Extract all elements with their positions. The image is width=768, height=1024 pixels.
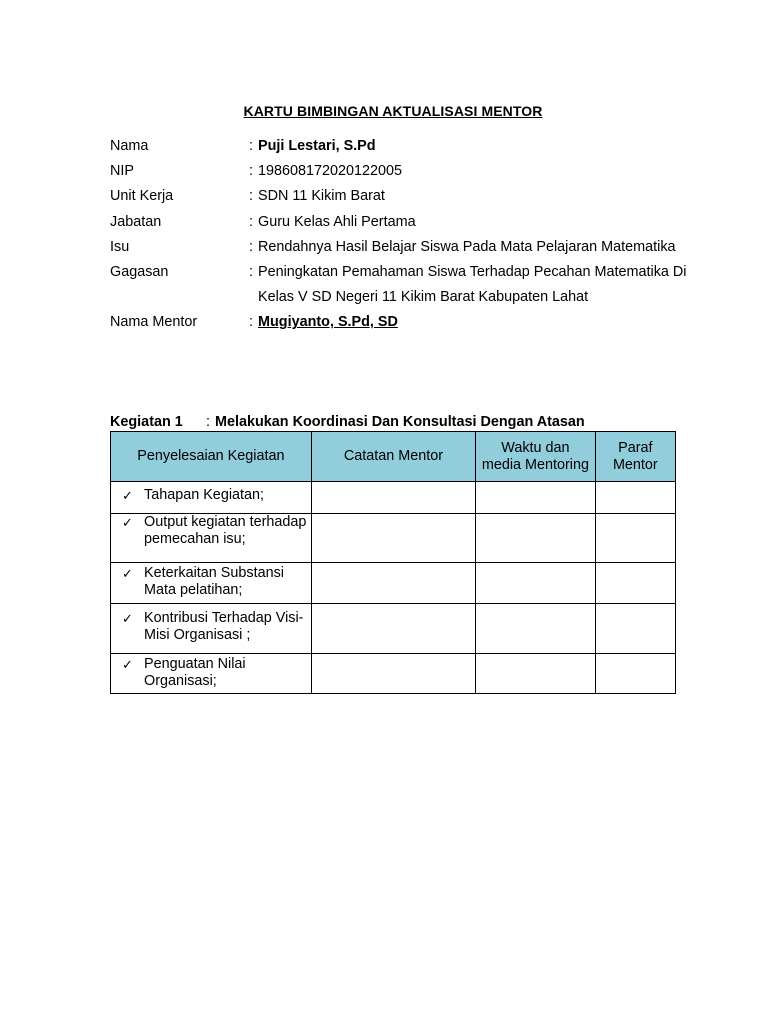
kegiatan-title: Melakukan Koordinasi Dan Konsultasi Dengan Atasan — [215, 414, 585, 430]
info-value-nama: Puji Lestari, S.Pd — [258, 138, 376, 154]
mentoring-table — [110, 431, 676, 694]
catatan-cell[interactable] — [311, 654, 475, 694]
info-colon: : — [249, 163, 253, 180]
checkmark-icon: ✓ — [122, 657, 133, 672]
info-value-isu: Rendahnya Hasil Belajar Siswa Pada Mata Pelajaran Matematika — [258, 238, 676, 255]
catatan-cell[interactable] — [311, 563, 475, 604]
table-header-row — [111, 432, 676, 482]
table-row — [111, 482, 676, 514]
info-colon: : — [249, 188, 253, 205]
waktu-cell[interactable] — [476, 514, 596, 563]
info-row-jabatan — [110, 210, 710, 235]
info-label: Isu — [110, 238, 130, 255]
info-value-gagasan: Peningkatan Pemahaman Siswa Terhadap Pecahan Matematika Di Kelas V SD Negeri 11 Kikim Barat Kabupaten Lahat — [258, 264, 687, 306]
header-waktu-media: Waktu dan media Mentoring — [476, 432, 596, 482]
info-colon: : — [249, 314, 253, 331]
activity-label: Keterkaitan Substansi Mata pelatihan; — [144, 565, 284, 598]
info-label: NIP — [110, 163, 134, 180]
info-label: Unit Kerja — [110, 188, 174, 205]
info-value-unit-kerja: SDN 11 Kikim Barat — [258, 188, 385, 205]
info-row-gagasan — [110, 260, 710, 310]
table-row — [111, 563, 676, 604]
checkmark-icon: ✓ — [122, 488, 133, 503]
waktu-cell[interactable] — [476, 654, 596, 694]
header-penyelesaian-kegiatan: Penyelesaian Kegiatan — [111, 432, 312, 482]
checkmark-icon: ✓ — [122, 515, 133, 530]
info-label: Gagasan — [110, 264, 169, 281]
info-row-nama-mentor — [110, 310, 710, 335]
info-value-nip: 198608172020122005 — [258, 163, 403, 180]
catatan-cell[interactable] — [311, 604, 475, 654]
table-row — [111, 654, 676, 694]
info-row-isu — [110, 235, 710, 260]
catatan-cell[interactable] — [311, 482, 475, 514]
checkmark-icon: ✓ — [122, 566, 133, 581]
paraf-cell[interactable] — [595, 482, 675, 514]
activity-label: Kontribusi Terhadap Visi- Misi Organisasi ; — [144, 610, 304, 643]
waktu-cell[interactable] — [476, 604, 596, 654]
kegiatan-label: Kegiatan 1 — [110, 414, 183, 430]
info-row-unit-kerja — [110, 184, 710, 209]
identity-section — [110, 134, 710, 336]
activity-label: Output kegiatan terhadap pemecahan isu; — [144, 514, 307, 547]
activity-cell — [111, 482, 312, 514]
info-label: Nama — [110, 138, 149, 154]
activity-label: Tahapan Kegiatan; — [144, 487, 265, 503]
info-label: Jabatan — [110, 213, 162, 230]
info-colon: : — [249, 213, 253, 230]
table-row — [111, 514, 676, 563]
kegiatan-heading — [110, 413, 585, 431]
info-label: Nama Mentor — [110, 314, 198, 331]
info-colon: : — [249, 264, 253, 281]
checkmark-icon: ✓ — [122, 611, 133, 626]
info-colon: : — [249, 238, 253, 255]
paraf-cell[interactable] — [595, 514, 675, 563]
activity-cell — [111, 514, 312, 563]
activity-cell — [111, 604, 312, 654]
catatan-cell[interactable] — [311, 514, 475, 563]
info-row-nip — [110, 159, 710, 184]
info-value-jabatan: Guru Kelas Ahli Pertama — [258, 213, 416, 230]
waktu-cell[interactable] — [476, 482, 596, 514]
info-value-nama-mentor: Mugiyanto, S.Pd, SD — [258, 314, 398, 331]
activity-cell — [111, 654, 312, 694]
info-colon: : — [249, 138, 253, 154]
paraf-cell[interactable] — [595, 604, 675, 654]
activity-cell — [111, 563, 312, 604]
header-catatan-mentor: Catatan Mentor — [311, 432, 475, 482]
activity-label: Penguatan Nilai Organisasi; — [144, 656, 246, 689]
paraf-cell[interactable] — [595, 654, 675, 694]
kegiatan-colon: : — [206, 414, 210, 430]
info-row-nama — [110, 134, 710, 159]
waktu-cell[interactable] — [476, 563, 596, 604]
document-title: KARTU BIMBINGAN AKTUALISASI MENTOR — [243, 103, 543, 119]
header-paraf-mentor: Paraf Mentor — [595, 432, 675, 482]
paraf-cell[interactable] — [595, 563, 675, 604]
table-row — [111, 604, 676, 654]
